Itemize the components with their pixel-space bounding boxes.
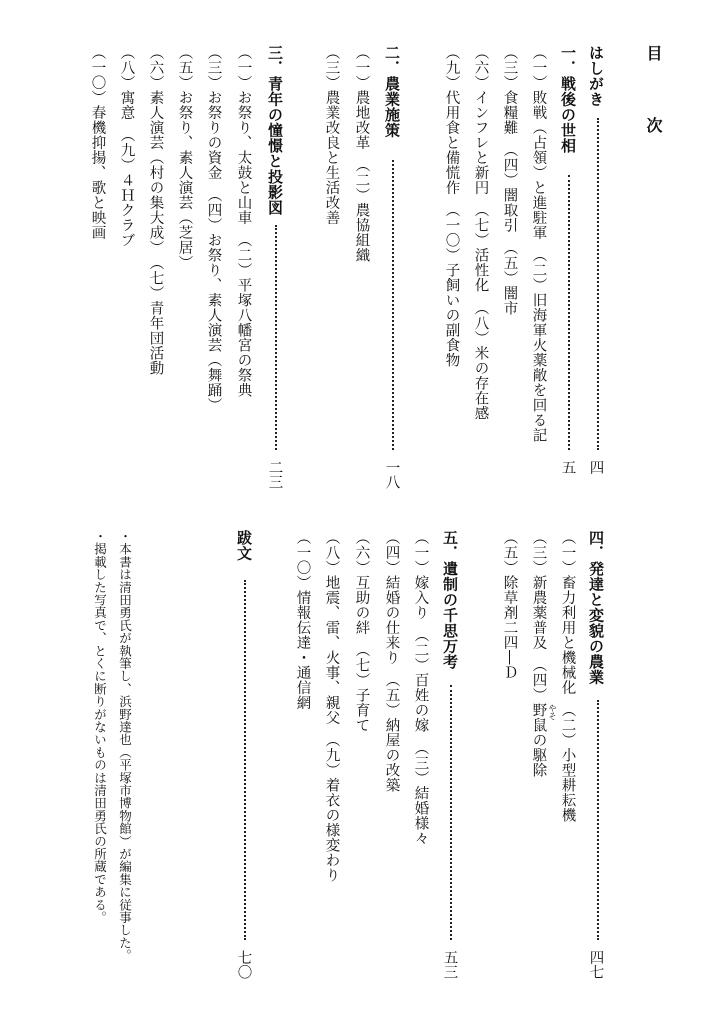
- section-1-page: 五: [559, 460, 576, 475]
- section-3-heading: 三．青年の憧憬と投影図: [266, 45, 284, 216]
- section-5-line-4: （八）地震、雷、火事、親父 （九）着衣の様変わり: [323, 530, 340, 883]
- section-4-line-3: （五）除草剤二四―Ｄ: [501, 530, 518, 680]
- section-5-page: 五三: [441, 950, 458, 979]
- section-3-page: 二三: [266, 460, 283, 489]
- section-1-leader: [568, 175, 570, 450]
- section-3-line-3: （五）お祭り、素人演芸（芝居）: [176, 45, 193, 270]
- section-2-line-1: （一）農地改革 （二）農協組織: [353, 45, 370, 263]
- afterword-page: 七〇: [235, 950, 252, 979]
- section-3-leader: [275, 225, 277, 450]
- section-3-line-2: （三）お祭りの資金 （四）お祭り、素人演芸（舞踊）: [205, 45, 222, 413]
- section-1-line-4: （九）代用食と備慌作 （一〇）子飼いの副食物: [443, 45, 460, 368]
- section-3-line-5: （八）寓意 （九）４Ｈクラブ: [118, 45, 135, 248]
- section-5-line-1: （一）嫁入り （二）百姓の嫁 （三）結婚様々: [412, 530, 429, 846]
- section-4-leader: [597, 700, 599, 940]
- section-2-leader: [392, 160, 394, 450]
- section-5-line-2: （四）結婚の仕来り （五）納屋の改築: [383, 530, 400, 793]
- page-title: 目 次: [644, 45, 663, 153]
- preface-page: 四: [587, 460, 604, 475]
- ruby-annotation: やそ: [548, 704, 557, 720]
- section-4-heading: 四．発達と変貌の農業: [587, 530, 605, 685]
- section-5-heading: 五．遺制の千思万考: [441, 530, 459, 670]
- afterword-leader: [244, 580, 246, 940]
- note-1: ・本書は清田勇氏が執筆し、浜野達也（平塚市博物館）が編集に従事した。: [117, 530, 133, 962]
- section-1-line-2: （三）食糧難 （四）闇取引 （五）闇市: [501, 45, 518, 316]
- section-4-line-2: （三）新農薬普及 （四）野鼠の駆除: [530, 530, 547, 778]
- section-4-line-1: （一）畜力利用と機械化 （二）小型耕耘機: [559, 530, 576, 823]
- preface-leader: [597, 118, 599, 450]
- section-2-heading: 二．農業施策: [383, 45, 401, 138]
- section-3-line-1: （一）お祭り、太鼓と山車 （二）平塚八幡宮の祭典: [235, 45, 252, 398]
- afterword-label: 跋文: [235, 530, 253, 561]
- section-2-line-2: （三）農業改良と生活改善: [323, 45, 340, 225]
- section-5-leader: [450, 685, 452, 940]
- section-1-heading: 一．戦後の世相: [559, 45, 577, 154]
- section-1-line-3: （六）インフレと新円 （七）活性化 （八）米の存在感: [472, 45, 489, 421]
- section-3-line-4: （六）素人演芸（村の集大成） （七）青年団活動: [147, 45, 164, 376]
- section-5-line-3: （六）互助の絆 （七）子育て: [353, 530, 370, 733]
- section-3-line-6: （一〇）春機抑揚、歌と映画: [89, 45, 106, 240]
- section-4-page: 四七: [587, 950, 604, 979]
- section-5-line-5: （一〇）情報伝達・通信網: [294, 530, 311, 710]
- preface-label: はしがき: [587, 45, 605, 107]
- section-2-page: 一八: [383, 460, 400, 489]
- note-2: ・掲載した写真で、とくに断りがないものは清田勇氏の所蔵である。: [92, 530, 108, 924]
- section-1-line-1: （一）敗戦（占領）と進駐軍 （二）旧海軍火薬敞を回る記: [530, 45, 547, 443]
